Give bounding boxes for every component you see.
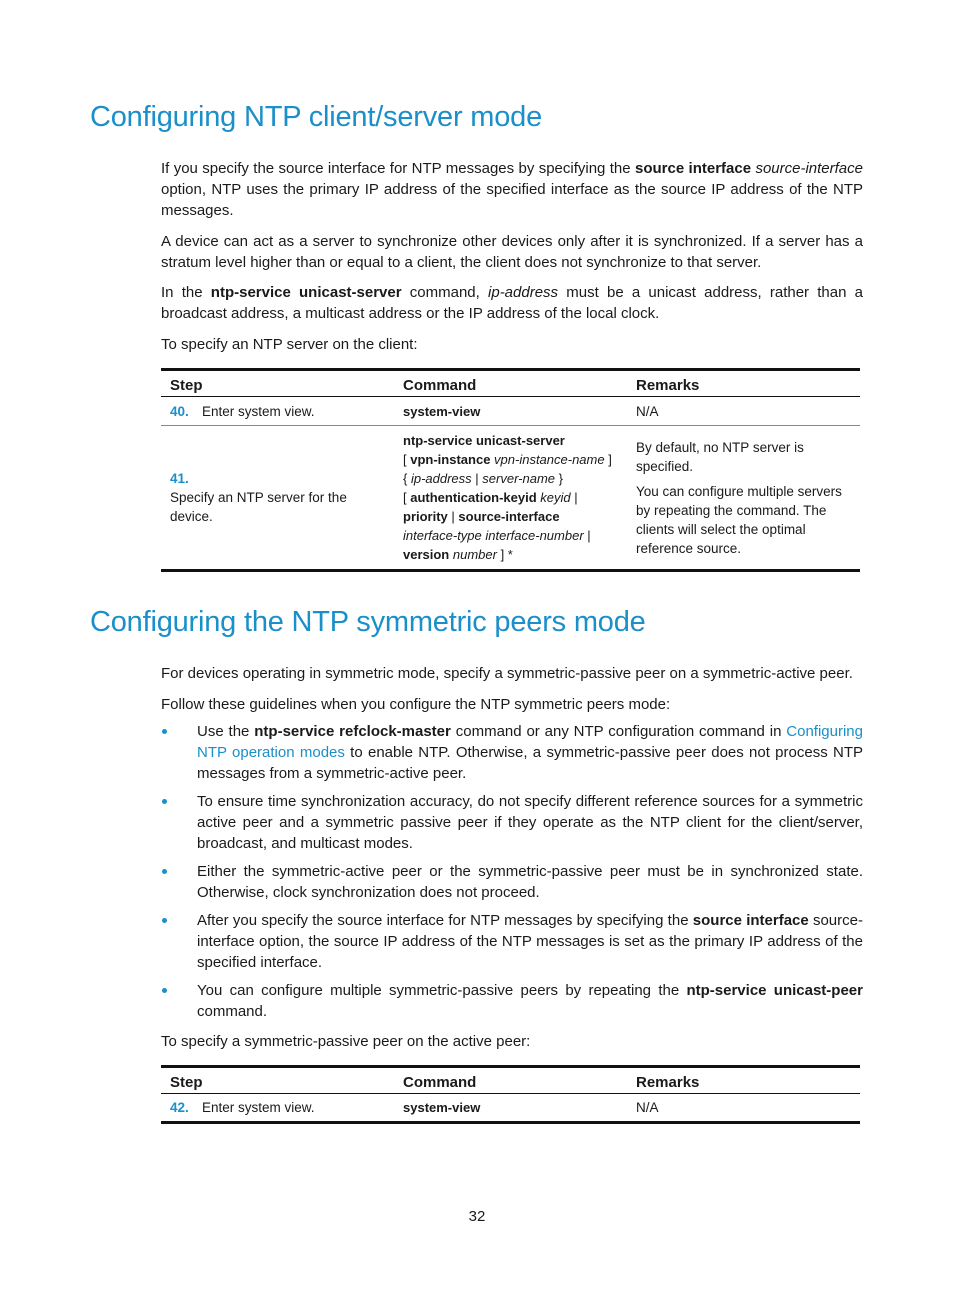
- step-number: 42.: [170, 1100, 189, 1115]
- command-cell: system-view: [394, 397, 627, 426]
- header-command: Command: [394, 370, 627, 397]
- command-table-symmetric: [161, 1065, 860, 1124]
- step-cell: [161, 426, 394, 571]
- header-remarks: Remarks: [627, 1067, 860, 1094]
- bullet-dot-icon: [162, 799, 167, 804]
- step-text: Enter system view.: [202, 1100, 315, 1115]
- step-number: 40.: [170, 403, 189, 419]
- table-row: [161, 397, 860, 426]
- section-title-client-server: Configuring NTP client/server mode: [90, 101, 543, 133]
- list-item: After you specify the source interface for NTP messages by specifying the source interface source-interface option, the source IP address of the NTP messages is set as the primary IP address of the specified interface.: [161, 910, 863, 973]
- bullet-dot-icon: [162, 988, 167, 993]
- page-number: 32: [468, 1208, 486, 1225]
- bullet-dot-icon: [162, 869, 167, 874]
- table-header-row: [161, 1067, 860, 1094]
- list-item: To ensure time synchronization accuracy, do not specify different reference sources for a symmetric active peer and a symmetric passive peer if they operate as the NTP client for the client/server, broadcast, and multicast modes.: [161, 791, 863, 854]
- header-command: Command: [394, 1067, 627, 1094]
- paragraph-table-intro: To specify an NTP server on the client:: [161, 336, 418, 353]
- paragraph-unicast-server: In the ntp-service unicast-server command, ip-address must be a unicast address, rather than a broadcast address, a multicast address or the IP address of the local clock.: [161, 284, 863, 322]
- step-text: Specify an NTP server for the device.: [170, 490, 347, 524]
- step-cell: [161, 397, 394, 426]
- link-configuring-ntp-operation-modes[interactable]: Configuring NTP operation modes: [197, 723, 863, 761]
- bullet-dot-icon: [162, 729, 167, 734]
- list-item: Use the ntp-service refclock-master command or any NTP configuration command in Configuring NTP operation modes to enable NTP. Otherwise, a symmetric-passive peer does not process NTP messages from a symmetric-active peer.: [161, 721, 863, 784]
- paragraph-server-sync: A device can act as a server to synchronize other devices only after it is synchronized. If a server has a stratum level higher than or equal to a client, the client does not synchronize to that server.: [161, 233, 863, 271]
- paragraph-guidelines-intro: Follow these guidelines when you configure the NTP symmetric peers mode:: [161, 696, 671, 713]
- list-item: Either the symmetric-active peer or the symmetric-passive peer must be in synchronized state. Otherwise, clock synchronization does not proceed.: [161, 861, 863, 903]
- header-step: Step: [161, 1067, 394, 1094]
- command-cell: system-view: [394, 1094, 627, 1123]
- command-table-client-server: [161, 368, 860, 572]
- table-row: [161, 1094, 860, 1123]
- command-cell: ntp-service unicast-server [ vpn-instance vpn-instance-name ] { ip-address | server-name } [ authentication-keyid keyid | priority | source-interface interface-type interface-number | version number ] *: [394, 426, 627, 571]
- step-number: 41.: [170, 471, 189, 486]
- remarks-cell: N/A: [627, 1094, 860, 1123]
- table-header-row: [161, 370, 860, 397]
- remarks-cell: By default, no NTP server is specified. You can configure multiple servers by repeating the command. The clients will select the optimal reference source.: [627, 426, 860, 571]
- list-item: You can configure multiple symmetric-passive peers by repeating the ntp-service unicast-peer command.: [161, 980, 863, 1022]
- section-title-symmetric-peers: Configuring the NTP symmetric peers mode: [90, 606, 646, 638]
- guidelines-list: [161, 721, 863, 1029]
- table-row: [161, 426, 860, 571]
- step-cell: [161, 1094, 394, 1123]
- remarks-cell: N/A: [627, 397, 860, 426]
- paragraph-source-interface: If you specify the source interface for NTP messages by specifying the source interface source-interface option, NTP uses the primary IP address of the specified interface as the source IP address of the NTP messages.: [161, 160, 863, 219]
- step-text: Enter system view.: [202, 403, 315, 419]
- paragraph-symmetric-mode: For devices operating in symmetric mode, specify a symmetric-passive peer on a symmetric-active peer.: [161, 665, 853, 682]
- paragraph-table2-intro: To specify a symmetric-passive peer on the active peer:: [161, 1033, 531, 1050]
- header-remarks: Remarks: [627, 370, 860, 397]
- bullet-dot-icon: [162, 918, 167, 923]
- header-step: Step: [161, 370, 394, 397]
